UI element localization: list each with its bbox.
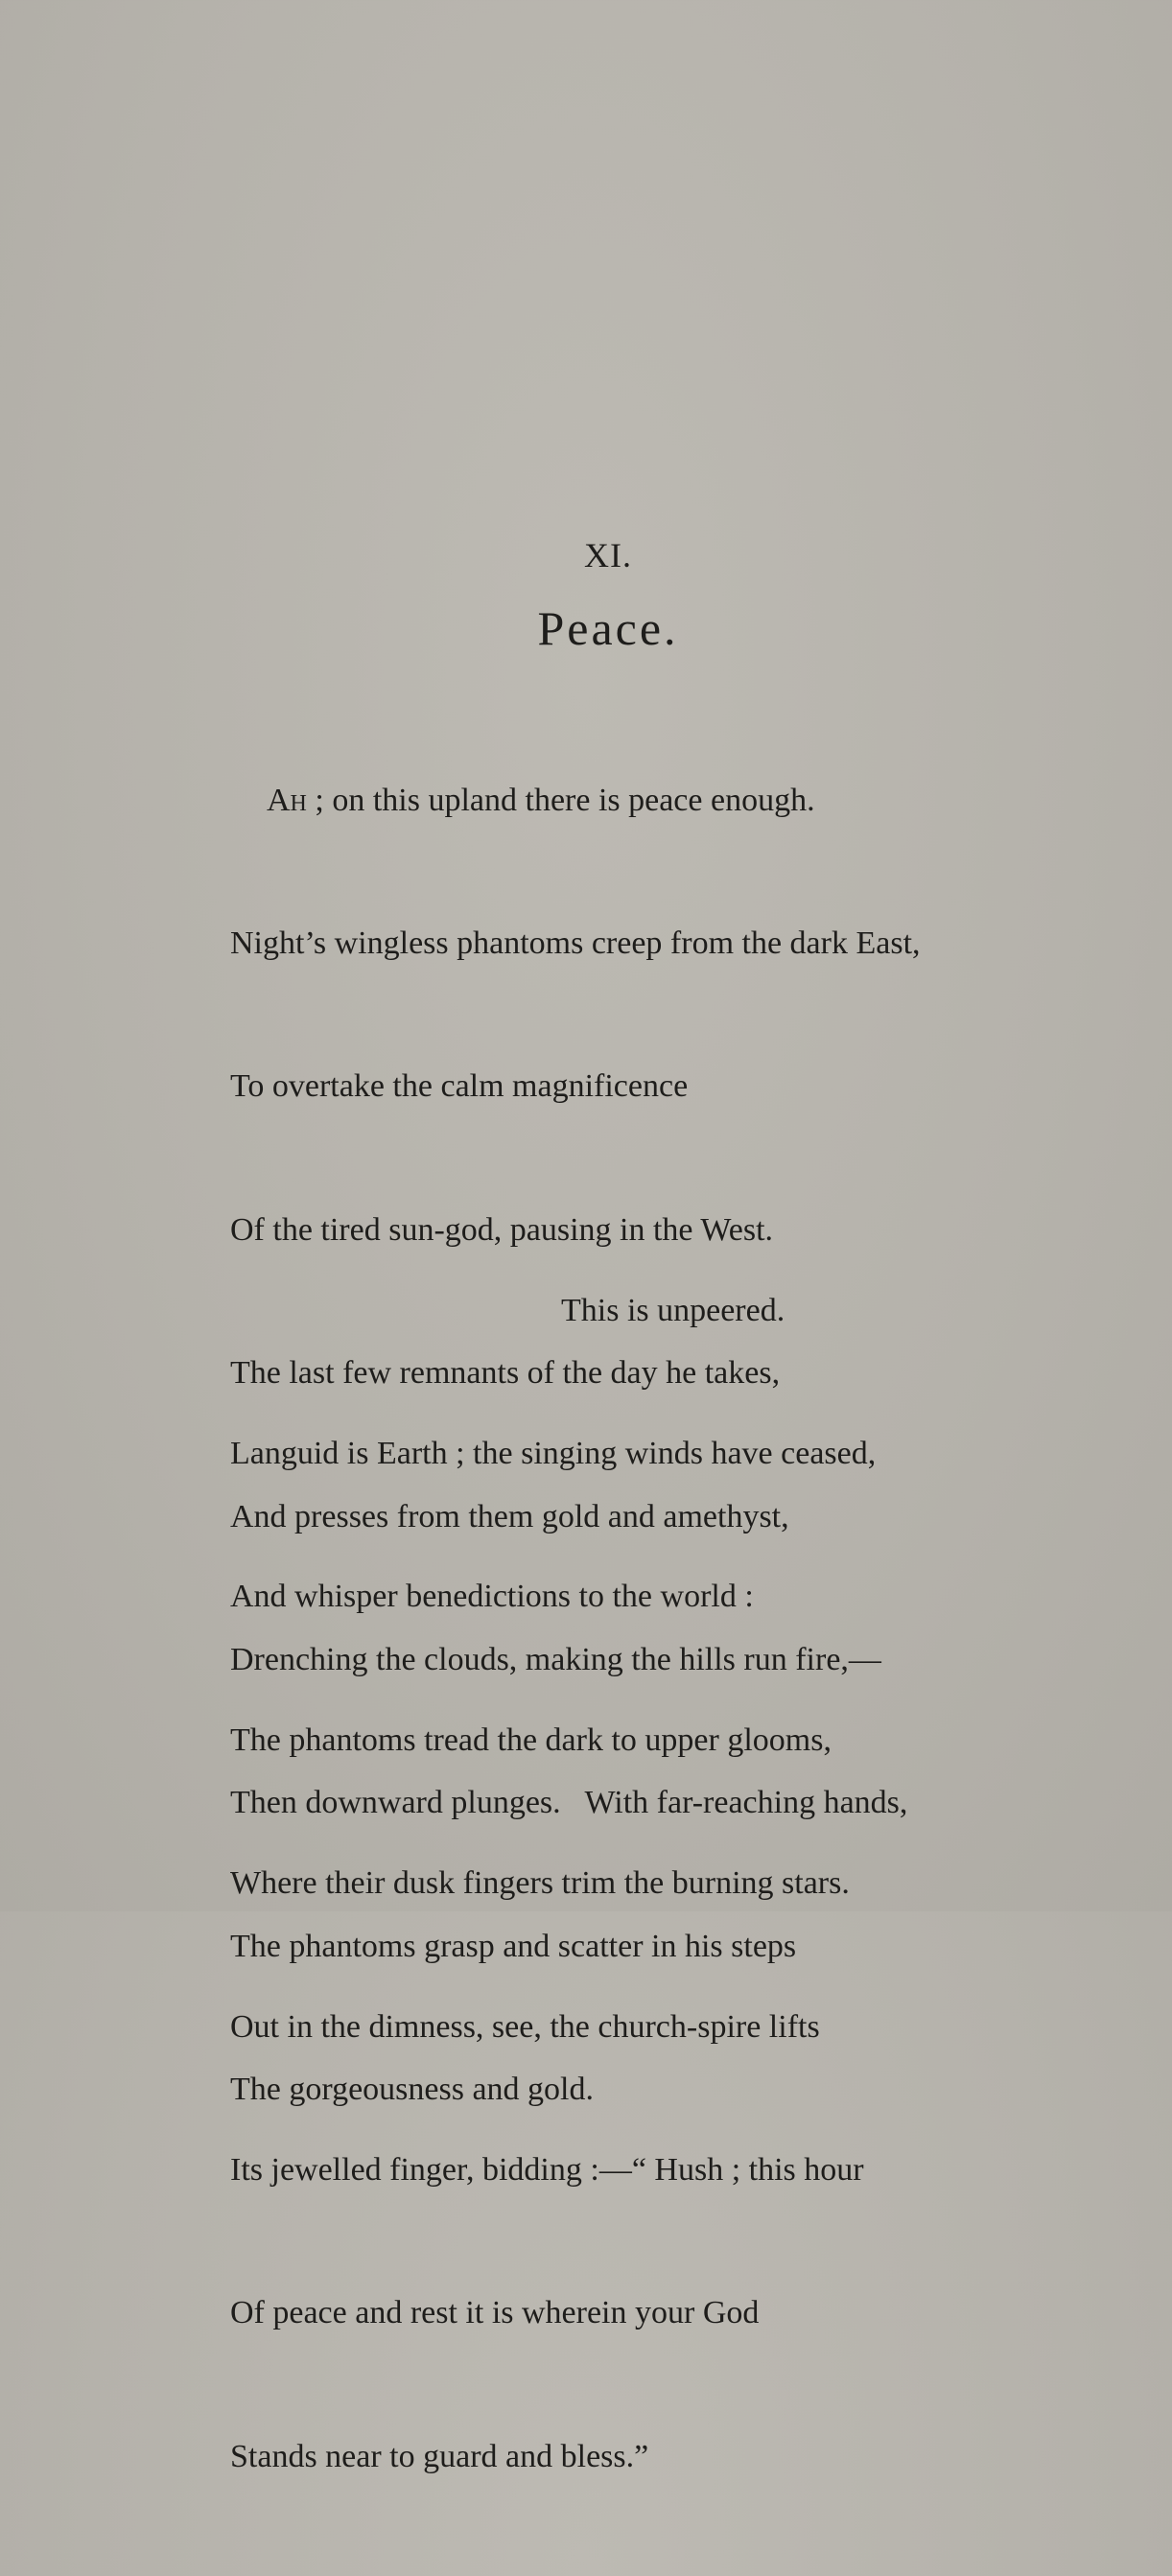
- poem-line: Languid is Earth ; the singing winds have ceased,: [230, 1435, 877, 1471]
- poem-line: Its jewelled finger, bidding :—“ Hush ; this hour: [230, 2151, 864, 2188]
- poem-line: Of the tired sun-god, pausing in the West.: [230, 1211, 774, 1248]
- poem-line: The phantoms tread the dark to upper glooms,: [230, 1721, 832, 1758]
- poem-line: Out in the dimness, see, the church-spire lifts: [230, 2008, 820, 2045]
- poem-line: The gorgeousness and gold.: [230, 2072, 594, 2108]
- poem-line: Drenching the clouds, making the hills run fire,—: [230, 1641, 881, 1677]
- poem-line: Night’s wingless phantoms creep from the dark East,: [230, 925, 921, 961]
- poem-line: [230, 777, 1074, 825]
- poem-line: Then downward plunges. With far-reaching hands,: [230, 1785, 908, 1821]
- poem-line: And presses from them gold and amethyst,: [230, 1498, 789, 1534]
- poem-line: The last few remnants of the day he takes,: [230, 1355, 781, 1392]
- poem-line: Of peace and rest it is wherein your God: [230, 2295, 760, 2331]
- poem-line: Stands near to guard and bless.”: [230, 2438, 649, 2474]
- poem-line: To overtake the calm magnificence: [230, 1068, 689, 1105]
- poem-title: Peace.: [537, 601, 679, 655]
- poem-line: This is unpeered.: [561, 1292, 785, 1328]
- poem-line: And whisper benedictions to the world :: [230, 1579, 754, 1615]
- stanza-2: [230, 1191, 1074, 2576]
- poem-line: The phantoms grasp and scatter in his steps: [230, 1928, 797, 1964]
- opening-word: Ah: [267, 782, 307, 818]
- poem-line: Where their dusk fingers trim the burning stars.: [230, 1865, 850, 1902]
- poem-numeral: XI.: [584, 536, 632, 574]
- opening-line-text: ; on this upland there is peace enough.: [306, 782, 815, 818]
